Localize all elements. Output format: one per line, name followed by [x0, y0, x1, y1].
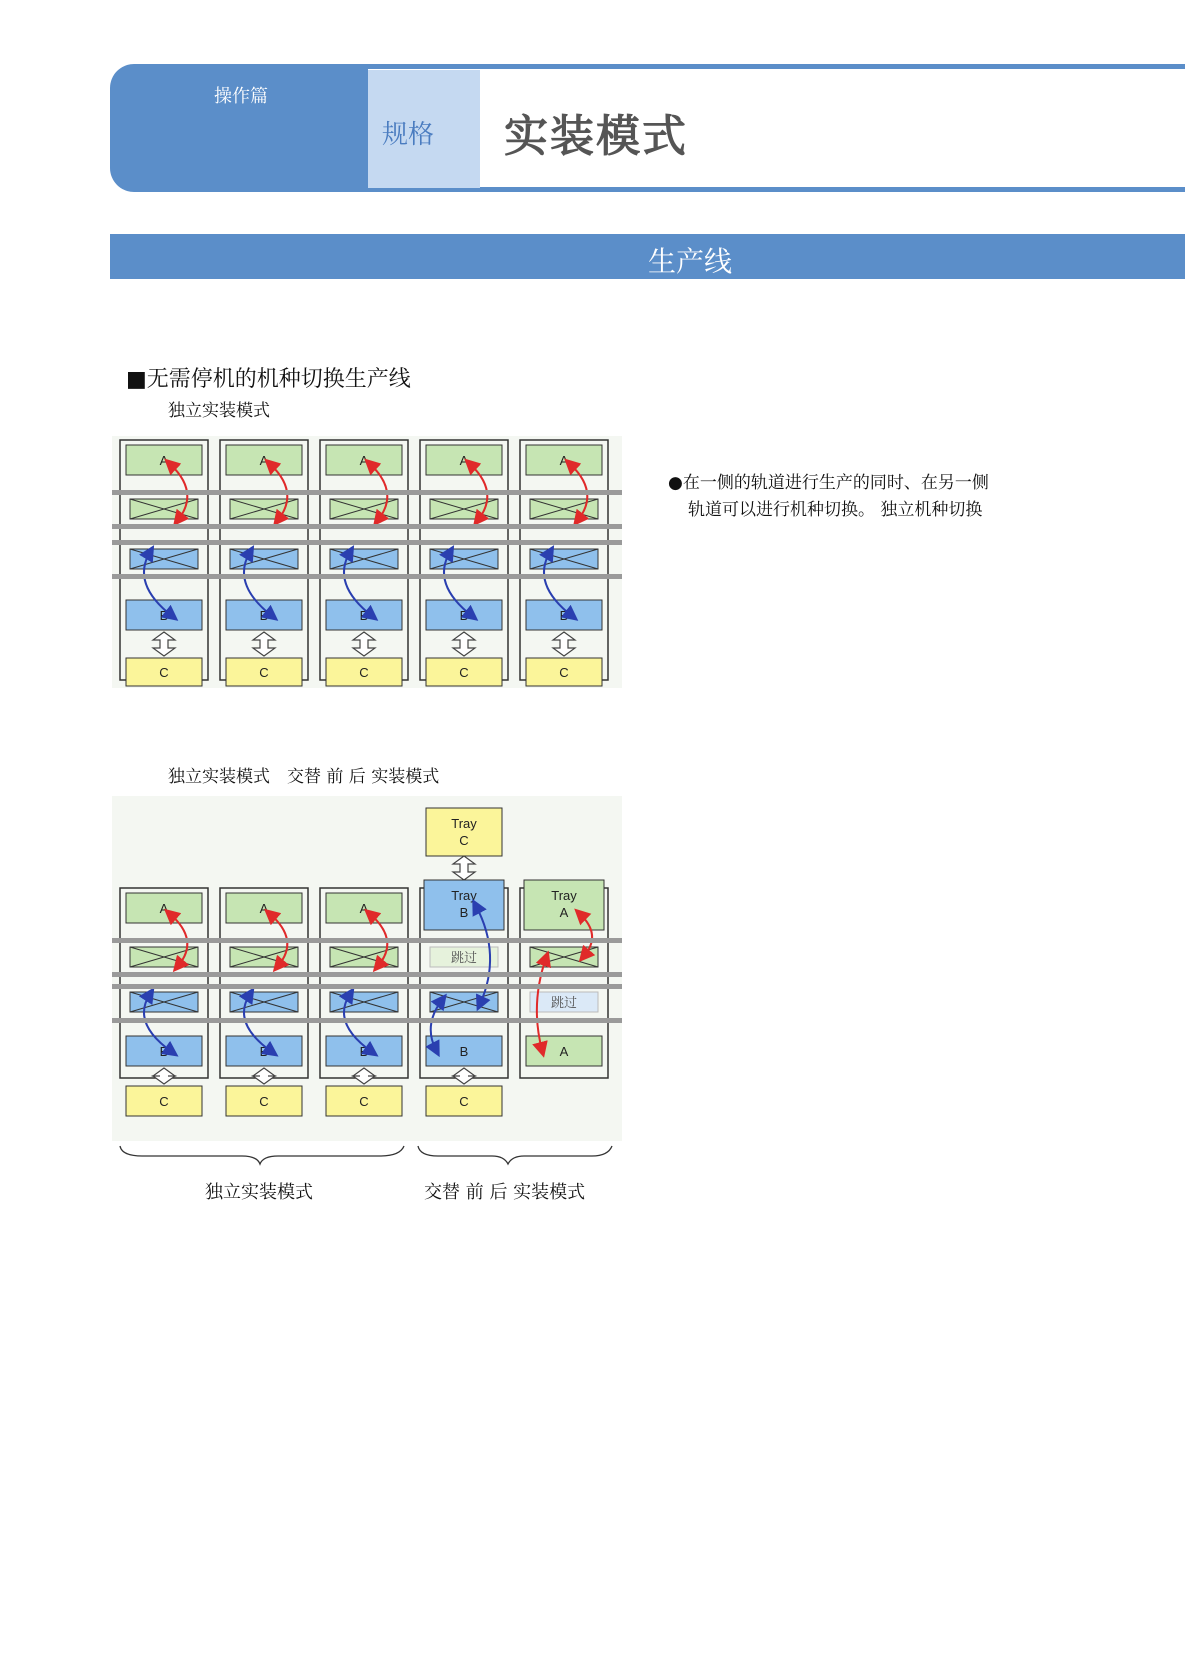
module-a-label: A	[159, 901, 169, 916]
conveyor-rail	[112, 574, 622, 579]
module-b-label: B	[259, 1044, 269, 1059]
conveyor-rail	[112, 1018, 622, 1023]
caption-independent: 独立实装模式	[205, 1182, 313, 1203]
module-a-label: A	[259, 453, 269, 468]
tray-b-sub: B	[459, 905, 469, 920]
feeder-c-label: C	[359, 1094, 369, 1109]
module-b-label: B	[359, 608, 369, 623]
conveyor-rail	[112, 540, 622, 545]
feeder-c-label: C	[459, 665, 469, 680]
feeder-c-label: C	[359, 665, 369, 680]
module-b-label: B	[359, 1044, 369, 1059]
conveyor-rail	[112, 938, 622, 943]
band-title: 生产线	[648, 245, 733, 278]
module-a-label: A	[359, 901, 369, 916]
tray-c-label: Tray	[451, 816, 477, 831]
tray-c-sub: C	[459, 833, 469, 848]
feeder-c-label: C	[459, 1094, 469, 1109]
module-b-label: B	[259, 608, 269, 623]
feeder-c-label: C	[259, 665, 269, 680]
module-b-label: B	[159, 1044, 169, 1059]
section-heading: ■无需停机的机种切换生产线	[126, 367, 411, 392]
section-band	[110, 234, 1185, 279]
module-a-label: A	[459, 453, 469, 468]
header-section-tab	[110, 64, 368, 192]
module-a-label: A	[359, 453, 369, 468]
feeder-c-label: C	[559, 665, 569, 680]
skip-label: 跳过	[450, 951, 478, 966]
conveyor-rail	[112, 524, 622, 529]
conveyor-rail	[112, 490, 622, 495]
brace-independent	[120, 1146, 404, 1164]
bullet-line-2: 轨道可以进行机种切换。 独立机种切换	[688, 500, 983, 520]
page-title: 实装模式	[504, 111, 688, 162]
subtitle-alternate: 独立实装模式 交替 前 后 实装模式	[168, 767, 440, 787]
tray-a-label: Tray	[551, 888, 577, 903]
conveyor-rail	[112, 984, 622, 989]
bullet-line-1: ●在一侧的轨道进行生产的同时、在另一侧	[668, 473, 989, 493]
conveyor-rail	[112, 972, 622, 977]
module-a-label: A	[259, 901, 269, 916]
header-rule-top	[368, 64, 1185, 69]
figure-independent-mode	[112, 436, 622, 688]
module-b-label: B	[159, 608, 169, 623]
brace-alternate	[418, 1146, 612, 1164]
tray-a-sub: A	[559, 905, 569, 920]
feeder-c-label: C	[159, 1094, 169, 1109]
feeder-c-label: C	[159, 665, 169, 680]
header-category-tab	[368, 70, 480, 188]
figure-alternate-mode	[112, 796, 622, 1168]
module-b-label: B	[559, 608, 569, 623]
module-b-label: B	[459, 1044, 469, 1059]
header-section-label: 操作篇	[214, 86, 268, 107]
caption-alternate: 交替 前 后 实装模式	[424, 1182, 586, 1203]
module-a-label: A	[559, 453, 569, 468]
page-header	[110, 64, 1185, 192]
feeder-c-label: C	[259, 1094, 269, 1109]
header-category-label: 规格	[382, 120, 435, 150]
module-b-label: B	[459, 608, 469, 623]
module-a-bottom-label: A	[559, 1044, 569, 1059]
skip-label: 跳过	[550, 996, 578, 1011]
tray-b-label: Tray	[451, 888, 477, 903]
subtitle-independent: 独立实装模式	[168, 401, 270, 421]
bullet-note	[668, 470, 989, 524]
header-rule-bottom	[368, 187, 1185, 192]
module-a-label: A	[159, 453, 169, 468]
